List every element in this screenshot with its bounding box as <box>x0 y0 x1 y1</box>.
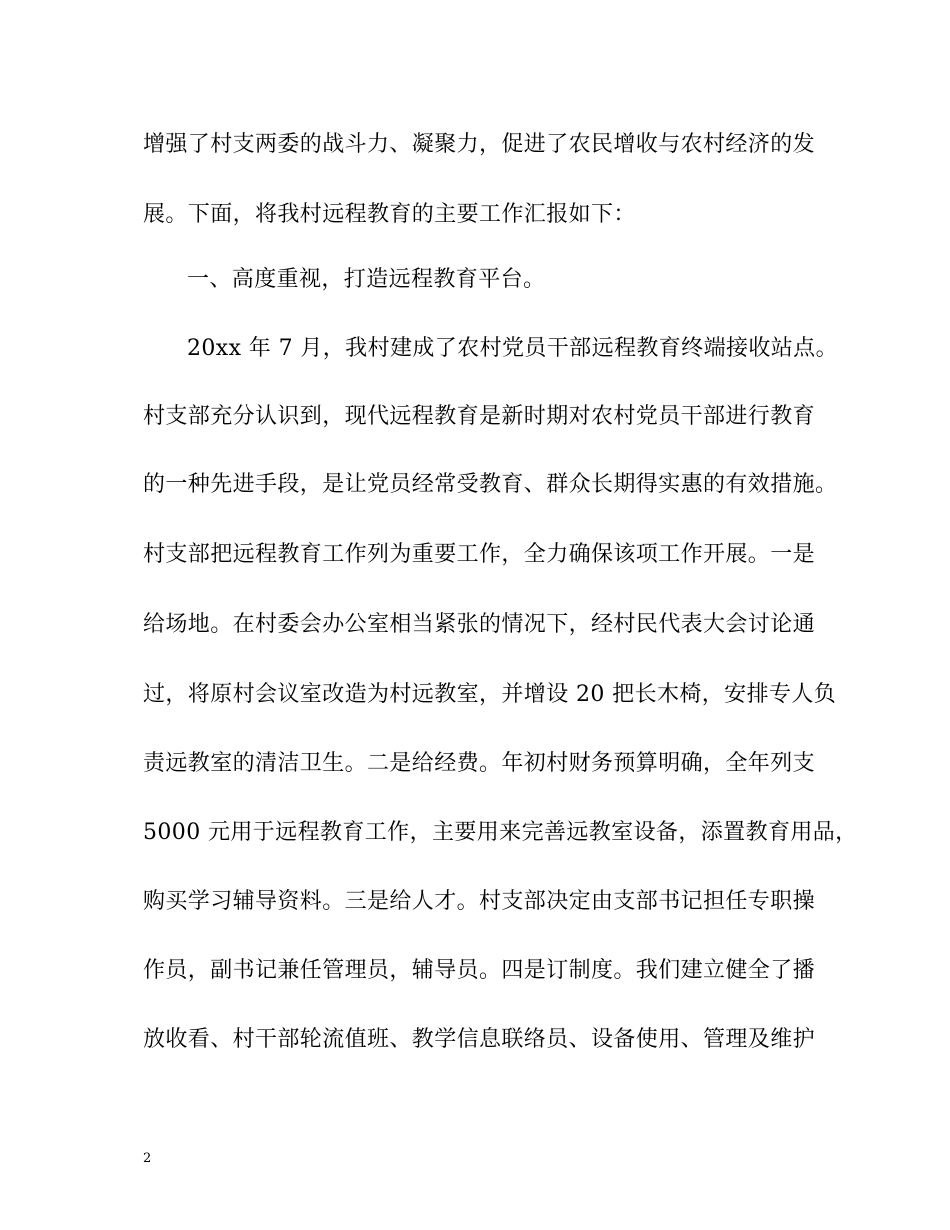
paragraph-line-1: 增强了村支两委的战斗力、凝聚力，促进了农民增收与农村经济的发 <box>143 132 816 157</box>
paragraph-line-13: 作员，副书记兼任管理员，辅导员。四是订制度。我们建立健全了播 <box>143 958 816 983</box>
page-number: 2 <box>143 1151 152 1166</box>
paragraph-line-5: 村支部充分认识到，现代远程教育是新时期对农村党员干部进行教育 <box>143 404 816 429</box>
paragraph-line-9: 过，将原村会议室改造为村远教室，并增设 20 把长木椅，安排专人负 <box>143 682 837 707</box>
paragraph-line-11: 5000 元用于远程教育工作，主要用来完善远教室设备，添置教育用品， <box>143 820 858 845</box>
paragraph-line-6: 的一种先进手段，是让党员经常受教育、群众长期得实惠的有效措施。 <box>143 472 838 497</box>
section-heading: 一、高度重视，打造远程教育平台。 <box>187 267 546 292</box>
paragraph-line-12: 购买学习辅导资料。三是给人才。村支部决定由支部书记担任专职操 <box>143 889 816 914</box>
paragraph-line-4: 20xx 年 7 月，我村建成了农村党员干部远程教育终端接收站点。 <box>187 336 838 361</box>
paragraph-line-10: 责远教室的清洁卫生。二是给经费。年初村财务预算明确，全年列支 <box>143 751 816 776</box>
paragraph-line-8: 给场地。在村委会办公室相当紧张的情况下，经村民代表大会讨论通 <box>143 612 816 637</box>
paragraph-line-7: 村支部把远程教育工作列为重要工作，全力确保该项工作开展。一是 <box>143 542 816 567</box>
paragraph-line-14: 放收看、村干部轮流值班、教学信息联络员、设备使用、管理及维护 <box>143 1027 816 1052</box>
paragraph-line-2: 展。下面，将我村远程教育的主要工作汇报如下： <box>143 202 636 227</box>
